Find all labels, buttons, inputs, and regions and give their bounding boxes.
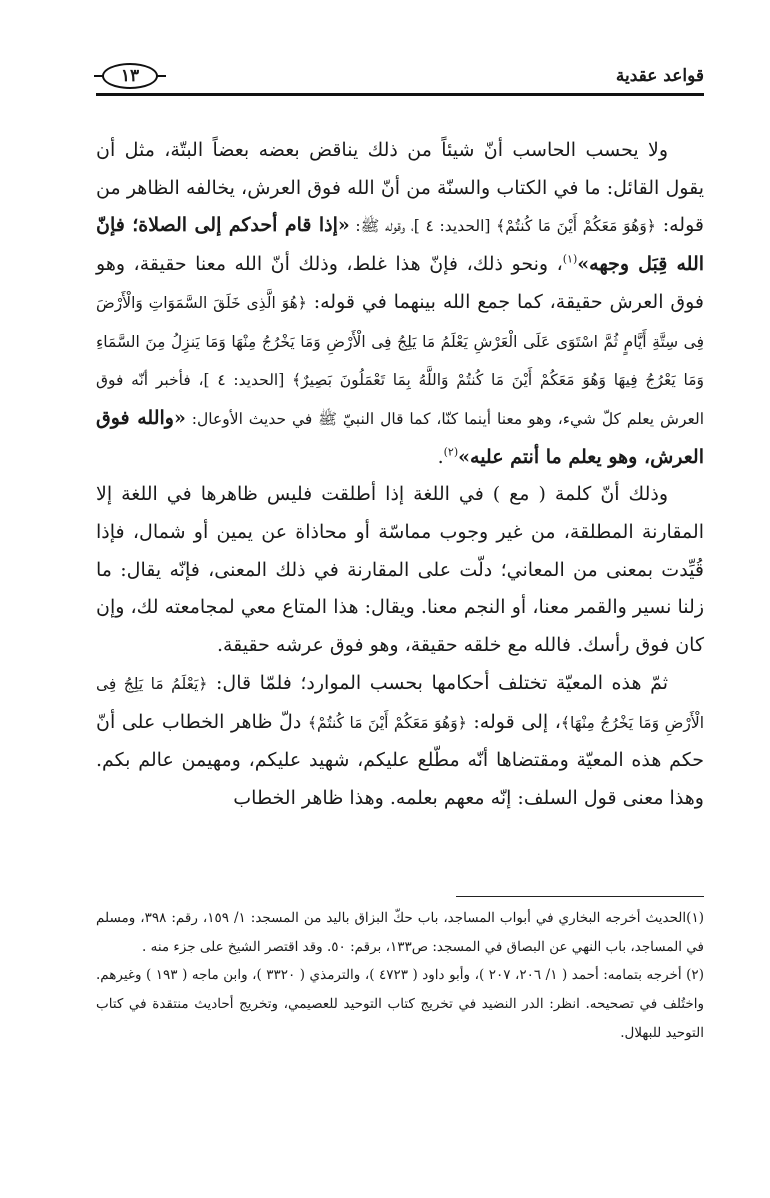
book-title: قواعد عقدية [615,66,704,86]
hadith-quote: «إذا قام أحدكم إلى الصلاة؛ فإنّ الله قِبَل وجهه» [96,214,705,276]
quran-verse: ﴿وَهُوَ مَعَكُمْ أَيْنَ مَا كُنتُمْ﴾ [496,217,656,236]
text-span: . [437,445,444,468]
main-text [96,132,704,818]
text-span: ثمّ هذه المعيّة تختلف أحكامها بحسب الموارد؛ فلمّا قال: [207,671,668,694]
footnote-marker: (٢) [443,445,459,459]
paragraph-1 [96,132,704,476]
quran-verse: ﴿هُوَ الَّذِى خَلَقَ السَّمَوَاتِ وَالْأَرْضَ فِى سِتَّةِ أَيَّامٍ ثُمَّ اسْتَوَى عَلَى الْعَرْشِ يَعْلَمُ مَا يَلِجُ فِى الْأَرْضِ وَمَا يَخْرُجُ مِنْهَا وَمَا يَنزِلُ مِنَ السَّمَاءِ وَمَا يَعْرُجُ فِيهَا وَهُوَ مَعَكُمْ أَيْنَ مَا كُنتُمْ وَاللَّهُ بِمَا تَعْمَلُونَ بَصِيرٌ﴾ [96,293,704,390]
text-span: ولا يحسب الحاسب أنّ شيئاً من ذلك يناقض بعضه بعضاً البتّة، مثل أن يقول القائل: ما في الكتاب والسنّة من أنّ الله فوق العرش، يخالفه الظاهر من قوله: [96,139,704,237]
quran-verse: ﴿يَعْلَمُ مَا يَلِجُ فِى الْأَرْضِ وَمَا يَخْرُجُ مِنْهَا﴾ [96,674,705,732]
text-span: ، ونحو ذلك، فإنّ هذا غلط، وذلك أنّ الله معنا حقيقة، وهو فوق العرش حقيقة، كما جمع الله بينهما في قوله: [96,253,704,313]
quran-verse: ﴿وَهُوَ مَعَكُمْ أَيْنَ مَا كُنتُمْ﴾ [307,713,467,732]
footnote-2: (٢) أخرجه بتمامه: أحمد ( ١/ ٢٠٦، ٢٠٧ )، وأبو داود ( ٤٧٢٣ )، والترمذي ( ٣٣٢٠ )، وابن ماجه ( ١٩٣ ) وغيرهم. واختُلف في تصحيحه. انظر: الدر النضيد في تخريج كتاب التوحيد للعصيمي، وتخريج أحاديث منتقدة في كتاب التوحيد للبهلال. [96,967,704,1041]
page-number: ١٣ [102,63,158,89]
footnotes [96,904,704,1048]
footnote-1: (١)الحديث أخرجه البخاري في أبواب المساجد، باب حكّ البزاق باليد من المسجد: ١/ ١٥٩، رقم: ٣٩٨، ومسلم في المساجد، باب النهي عن البصاق في المسجد: ص١٣٣، برقم: ٥٠. وقد اقتصر الشيخ على جزء منه . [96,910,704,955]
text-span: ، إلى قوله: [466,710,561,733]
verse-reference: [الحديد: ٤ ]، فأخبر أنّه فوق العرش يعلم كلّ شيء، وهو معنا أينما كنّا، كما قال النبيّ ﷺ في حديث الأوعال: [96,371,704,428]
paragraph-3 [96,665,704,818]
paragraph-2: وذلك أنّ كلمة ( مع ) في اللغة إذا أطلقت فليس ظاهرها في اللغة إلا المقارنة المطلقة، من غير وجوب مماسّة أو محاذاة عن يمين أو شمال، فإذا قُيِّدت بمعنى من المعاني؛ دلّت على المقارنة في ذلك المعنى، فإنّه يقال: ما زلنا نسير والقمر معنا، أو النجم معنا. ويقال: هذا المتاع معي لمجامعته لك، وإن كان فوق رأسك. فالله مع خلقه حقيقة، وهو فوق عرشه حقيقة. [96,483,704,657]
hadith-quote: «والله فوق العرش، وهو يعلم ما أنتم عليه» [96,406,704,468]
header-rule [96,93,704,96]
verse-reference: [الحديد: ٤ ]، وقوله ﷺ: [349,217,497,236]
page-header [96,62,704,96]
footnote-separator [456,896,704,897]
footnote-marker: (١) [562,252,578,266]
page-number-ornament [96,62,168,92]
text-span: دلّ ظاهر الخطاب على أنّ حكم هذه المعيّة ومقتضاها أنّه مطّلع عليكم، شهيد عليكم، ومهيمن عالم بكم. وهذا معنى قول السلف: إنّه معهم بعلمه. وهذا ظاهر الخطاب [96,710,704,809]
